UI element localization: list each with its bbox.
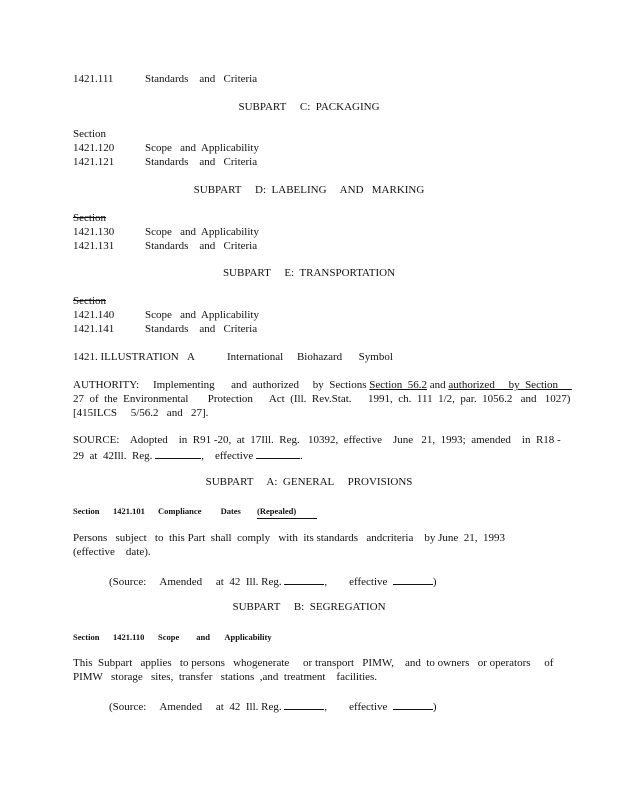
subpart-d-heading: SUBPART D: LABELING AND MARKING [193,184,425,196]
subpart-a-heading: SUBPART A: GENERAL PROVISIONS [205,476,413,488]
section-label: Section [73,506,100,516]
section-title: Compliance Dates [158,506,241,516]
source-text: (Source: Amended at 42 Ill. Reg. [109,576,285,588]
toc-number: 1421.141 [73,323,115,335]
source-line-2 [73,448,303,463]
section-label: Section [73,128,106,140]
source-text: , effective [201,450,256,462]
date-blank [256,448,300,459]
date-blank [393,699,433,710]
body-line-1: This Subpart applies to persons whogenerate or transport PIMW, and to owners or operators of [73,657,554,669]
toc-number: 1421.130 [73,226,115,238]
toc-number: 1421.120 [73,142,115,154]
section-label-struck: Section [73,295,106,307]
section-number: 1421.101 [113,506,145,516]
source-text: ) [432,701,437,713]
subpart-e-heading: SUBPART E: TRANSPORTATION [222,267,396,279]
status-text: (Repealed) [257,506,297,516]
toc-title: Scope and Applicability [145,226,259,238]
section-number: 1421.110 [113,632,145,642]
illustration-number: 1421. ILLUSTRATION [73,351,179,363]
toc-number: 1421.121 [73,156,115,168]
section-title: Scope and Applicability [158,632,272,642]
source-text: ) [432,576,437,588]
section-label-struck: Section [73,212,106,224]
body-line-2: (effective date). [73,546,151,558]
illustration-title: International Biohazard Symbol [227,351,393,363]
toc-title: Scope and Applicability [145,142,259,154]
body-line-2: PIMW storage sites, transfer stations ,and treatment facilities. [73,671,378,683]
illustration-letter: A [187,351,195,363]
toc-number: 1421.111 [73,73,114,85]
source-line-1: SOURCE: Adopted in R91 -20, at 17Ill. Reg. 10392, effective June 21, 1993; amended in R18 - [73,434,561,446]
authority-line-1 [73,379,572,392]
source-note [109,699,437,714]
authority-inserted-text: authorized by Section [448,379,572,391]
source-note [109,574,437,589]
source-text: 29 at 42Ill. Reg. [73,450,156,462]
toc-title: Standards and Criteria [145,323,258,335]
subpart-c-heading: SUBPART C: PACKAGING [238,101,380,113]
authority-text: AUTHORITY: Implementing and authorized by Sections [73,379,370,391]
toc-title: Standards and Criteria [145,156,258,168]
authority-line-3: [415ILCS 5/56.2 and 27]. [73,407,209,419]
subpart-b-heading: SUBPART B: SEGREGATION [232,601,386,613]
toc-number: 1421.140 [73,309,115,321]
authority-inserted-text: Section 56.2 [369,379,427,391]
source-text: , effective [324,701,393,713]
repealed-status [257,505,317,519]
authority-text: and [427,379,449,391]
date-blank [393,574,433,585]
authority-line-2: 27 of the Environmental Protection Act (Ill. Rev.Stat. 1991, ch. 111 1/2, par. 1056.2 and 1027) [73,393,571,405]
register-blank [155,448,201,459]
toc-title: Standards and Criteria [145,73,258,85]
body-line-1: Persons subject to this Part shall comply with its standards andcriteria by June 21, 1993 [73,532,506,544]
toc-title: Standards and Criteria [145,240,258,252]
toc-title: Scope and Applicability [145,309,259,321]
section-label: Section [73,632,100,642]
source-text: , effective [324,576,393,588]
register-blank [284,699,324,710]
register-blank [284,574,324,585]
source-text: (Source: Amended at 42 Ill. Reg. [109,701,285,713]
toc-number: 1421.131 [73,240,115,252]
source-text: . [299,450,303,462]
